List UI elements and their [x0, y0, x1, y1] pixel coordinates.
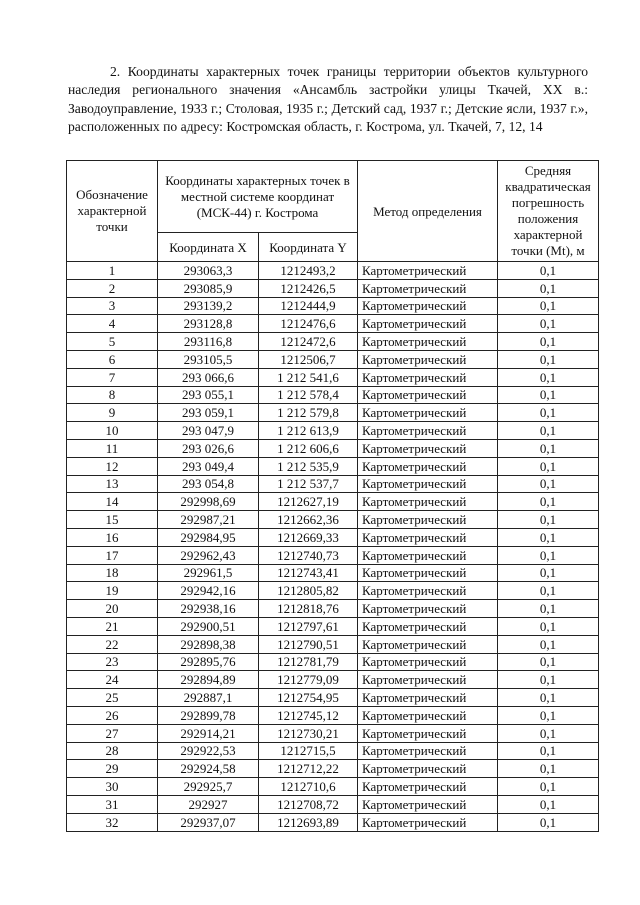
table-row [67, 653, 599, 671]
cell-x: 292914,21 [158, 724, 259, 742]
cell-x: 293 047,9 [158, 422, 259, 440]
cell-x: 292962,43 [158, 546, 259, 564]
cell-method: Картометрический [358, 368, 498, 386]
cell-y: 1212740,73 [259, 546, 358, 564]
cell-x: 293 054,8 [158, 475, 259, 493]
cell-point: 5 [67, 333, 158, 351]
cell-point: 1 [67, 262, 158, 280]
cell-method: Картометрический [358, 511, 498, 529]
header-error: Средняя квадратическая погрешность положения характерной точки (Mt), м [498, 161, 599, 262]
table-row [67, 493, 599, 511]
cell-y: 1212715,5 [259, 742, 358, 760]
table-row [67, 635, 599, 653]
cell-y: 1212743,41 [259, 564, 358, 582]
cell-point: 18 [67, 564, 158, 582]
cell-x: 293 055,1 [158, 386, 259, 404]
cell-point: 17 [67, 546, 158, 564]
table-row [67, 279, 599, 297]
cell-point: 21 [67, 617, 158, 635]
cell-y: 1212818,76 [259, 600, 358, 618]
section-number: 2. [110, 64, 121, 79]
cell-error: 0,1 [498, 689, 599, 707]
cell-point: 19 [67, 582, 158, 600]
coordinates-table [66, 160, 599, 832]
cell-error: 0,1 [498, 279, 599, 297]
cell-point: 7 [67, 368, 158, 386]
table-row [67, 386, 599, 404]
cell-error: 0,1 [498, 546, 599, 564]
cell-x: 293 026,6 [158, 439, 259, 457]
cell-error: 0,1 [498, 386, 599, 404]
cell-method: Картометрический [358, 493, 498, 511]
cell-method: Картометрический [358, 528, 498, 546]
cell-method: Картометрический [358, 635, 498, 653]
cell-error: 0,1 [498, 635, 599, 653]
cell-error: 0,1 [498, 778, 599, 796]
cell-y: 1212781,79 [259, 653, 358, 671]
cell-x: 292887,1 [158, 689, 259, 707]
cell-point: 16 [67, 528, 158, 546]
cell-method: Картометрический [358, 546, 498, 564]
cell-method: Картометрический [358, 724, 498, 742]
table-row [67, 671, 599, 689]
cell-x: 293139,2 [158, 297, 259, 315]
cell-point: 11 [67, 439, 158, 457]
cell-method: Картометрический [358, 564, 498, 582]
cell-error: 0,1 [498, 262, 599, 280]
cell-x: 292924,58 [158, 760, 259, 778]
cell-y: 1212708,72 [259, 795, 358, 813]
cell-x: 292899,78 [158, 706, 259, 724]
cell-error: 0,1 [498, 564, 599, 582]
cell-y: 1212797,61 [259, 617, 358, 635]
cell-error: 0,1 [498, 653, 599, 671]
cell-error: 0,1 [498, 493, 599, 511]
cell-error: 0,1 [498, 742, 599, 760]
cell-x: 292922,53 [158, 742, 259, 760]
cell-method: Картометрический [358, 262, 498, 280]
cell-x: 292925,7 [158, 778, 259, 796]
cell-point: 9 [67, 404, 158, 422]
cell-error: 0,1 [498, 404, 599, 422]
cell-method: Картометрический [358, 689, 498, 707]
table-row [67, 582, 599, 600]
cell-method: Картометрический [358, 350, 498, 368]
cell-method: Картометрический [358, 315, 498, 333]
table-row [67, 724, 599, 742]
cell-point: 6 [67, 350, 158, 368]
cell-x: 292987,21 [158, 511, 259, 529]
cell-method: Картометрический [358, 813, 498, 831]
header-method: Метод определения [358, 161, 498, 262]
cell-y: 1212712,22 [259, 760, 358, 778]
cell-method: Картометрический [358, 297, 498, 315]
cell-method: Картометрический [358, 600, 498, 618]
cell-error: 0,1 [498, 760, 599, 778]
table-row [67, 475, 599, 493]
cell-point: 29 [67, 760, 158, 778]
cell-y: 1 212 613,9 [259, 422, 358, 440]
table-row [67, 297, 599, 315]
table-row [67, 760, 599, 778]
cell-method: Картометрический [358, 742, 498, 760]
header-coordinates: Координаты характерных точек в местной системе координат (МСК-44) г. Кострома [158, 161, 358, 233]
cell-y: 1212426,5 [259, 279, 358, 297]
cell-method: Картометрический [358, 404, 498, 422]
cell-error: 0,1 [498, 475, 599, 493]
cell-error: 0,1 [498, 297, 599, 315]
cell-y: 1 212 537,7 [259, 475, 358, 493]
cell-point: 30 [67, 778, 158, 796]
cell-x: 293085,9 [158, 279, 259, 297]
cell-point: 27 [67, 724, 158, 742]
cell-method: Картометрический [358, 386, 498, 404]
cell-point: 31 [67, 795, 158, 813]
cell-method: Картометрический [358, 778, 498, 796]
cell-y: 1 212 578,4 [259, 386, 358, 404]
cell-point: 25 [67, 689, 158, 707]
cell-y: 1212444,9 [259, 297, 358, 315]
header-coordinate-y: Координата Y [259, 233, 358, 262]
header-coordinate-x: Координата X [158, 233, 259, 262]
section-intro-paragraph [68, 63, 588, 137]
cell-y: 1212662,36 [259, 511, 358, 529]
cell-x: 293116,8 [158, 333, 259, 351]
cell-point: 20 [67, 600, 158, 618]
cell-error: 0,1 [498, 350, 599, 368]
cell-error: 0,1 [498, 724, 599, 742]
table-row [67, 689, 599, 707]
table-row [67, 795, 599, 813]
cell-x: 293 059,1 [158, 404, 259, 422]
cell-y: 1212805,82 [259, 582, 358, 600]
table-row [67, 404, 599, 422]
table-row [67, 315, 599, 333]
cell-point: 15 [67, 511, 158, 529]
cell-x: 293105,5 [158, 350, 259, 368]
header-point-designation: Обозначение характерной точки [67, 161, 158, 262]
table-body [67, 262, 599, 832]
cell-point: 8 [67, 386, 158, 404]
table-row [67, 350, 599, 368]
cell-point: 28 [67, 742, 158, 760]
cell-method: Картометрический [358, 582, 498, 600]
cell-x: 292927 [158, 795, 259, 813]
cell-error: 0,1 [498, 439, 599, 457]
table-row [67, 564, 599, 582]
table-row [67, 439, 599, 457]
cell-point: 32 [67, 813, 158, 831]
table-row [67, 706, 599, 724]
cell-y: 1212476,6 [259, 315, 358, 333]
cell-method: Картометрический [358, 671, 498, 689]
cell-y: 1212506,7 [259, 350, 358, 368]
cell-x: 292895,76 [158, 653, 259, 671]
table-row [67, 742, 599, 760]
cell-error: 0,1 [498, 422, 599, 440]
cell-y: 1 212 535,9 [259, 457, 358, 475]
cell-x: 292937,07 [158, 813, 259, 831]
cell-method: Картометрический [358, 475, 498, 493]
cell-point: 12 [67, 457, 158, 475]
cell-y: 1212693,89 [259, 813, 358, 831]
cell-x: 292984,95 [158, 528, 259, 546]
cell-method: Картометрический [358, 279, 498, 297]
cell-x: 292998,69 [158, 493, 259, 511]
table-row [67, 546, 599, 564]
cell-y: 1212710,6 [259, 778, 358, 796]
table-row [67, 778, 599, 796]
cell-point: 14 [67, 493, 158, 511]
table-row [67, 457, 599, 475]
table-row [67, 333, 599, 351]
cell-x: 293 066,6 [158, 368, 259, 386]
cell-error: 0,1 [498, 617, 599, 635]
cell-y: 1 212 579,8 [259, 404, 358, 422]
cell-method: Картометрический [358, 653, 498, 671]
cell-method: Картометрический [358, 760, 498, 778]
cell-y: 1212779,09 [259, 671, 358, 689]
cell-point: 23 [67, 653, 158, 671]
cell-x: 293128,8 [158, 315, 259, 333]
cell-method: Картометрический [358, 439, 498, 457]
cell-x: 292898,38 [158, 635, 259, 653]
table-row [67, 528, 599, 546]
table-row [67, 368, 599, 386]
cell-error: 0,1 [498, 671, 599, 689]
cell-error: 0,1 [498, 706, 599, 724]
cell-y: 1212627,19 [259, 493, 358, 511]
cell-point: 26 [67, 706, 158, 724]
cell-y: 1212730,21 [259, 724, 358, 742]
cell-x: 292938,16 [158, 600, 259, 618]
cell-error: 0,1 [498, 582, 599, 600]
table-row [67, 600, 599, 618]
cell-x: 292942,16 [158, 582, 259, 600]
cell-method: Картометрический [358, 422, 498, 440]
cell-y: 1212790,51 [259, 635, 358, 653]
cell-error: 0,1 [498, 600, 599, 618]
table-row [67, 813, 599, 831]
cell-x: 292894,89 [158, 671, 259, 689]
cell-error: 0,1 [498, 333, 599, 351]
cell-y: 1212472,6 [259, 333, 358, 351]
cell-point: 22 [67, 635, 158, 653]
cell-y: 1212669,33 [259, 528, 358, 546]
cell-x: 292900,51 [158, 617, 259, 635]
cell-method: Картометрический [358, 617, 498, 635]
table-row [67, 422, 599, 440]
cell-y: 1212745,12 [259, 706, 358, 724]
cell-point: 10 [67, 422, 158, 440]
cell-y: 1212754,95 [259, 689, 358, 707]
table-row [67, 262, 599, 280]
cell-error: 0,1 [498, 368, 599, 386]
cell-method: Картометрический [358, 706, 498, 724]
cell-x: 293063,3 [158, 262, 259, 280]
section-text: Координаты характерных точек границы территории объектов культурного наследия регионального значения «Ансамбль застройки улицы Ткачей, XX в.: Заводоуправление, 1933 г.; Столовая, 1935 г.; Детский сад, 1937 г.; Детские ясли, 1937 г.», расположенных по адресу: Костромская область, г. Кострома, ул. Ткачей, 7, 12, 14 [68, 64, 588, 135]
table-row [67, 511, 599, 529]
cell-point: 4 [67, 315, 158, 333]
cell-x: 292961,5 [158, 564, 259, 582]
cell-method: Картометрический [358, 795, 498, 813]
cell-error: 0,1 [498, 315, 599, 333]
cell-point: 13 [67, 475, 158, 493]
cell-error: 0,1 [498, 511, 599, 529]
cell-y: 1 212 541,6 [259, 368, 358, 386]
cell-y: 1212493,2 [259, 262, 358, 280]
cell-point: 24 [67, 671, 158, 689]
table-row [67, 617, 599, 635]
cell-error: 0,1 [498, 795, 599, 813]
cell-x: 293 049,4 [158, 457, 259, 475]
cell-point: 2 [67, 279, 158, 297]
cell-error: 0,1 [498, 813, 599, 831]
cell-method: Картометрический [358, 457, 498, 475]
cell-point: 3 [67, 297, 158, 315]
cell-error: 0,1 [498, 457, 599, 475]
cell-method: Картометрический [358, 333, 498, 351]
cell-y: 1 212 606,6 [259, 439, 358, 457]
cell-error: 0,1 [498, 528, 599, 546]
